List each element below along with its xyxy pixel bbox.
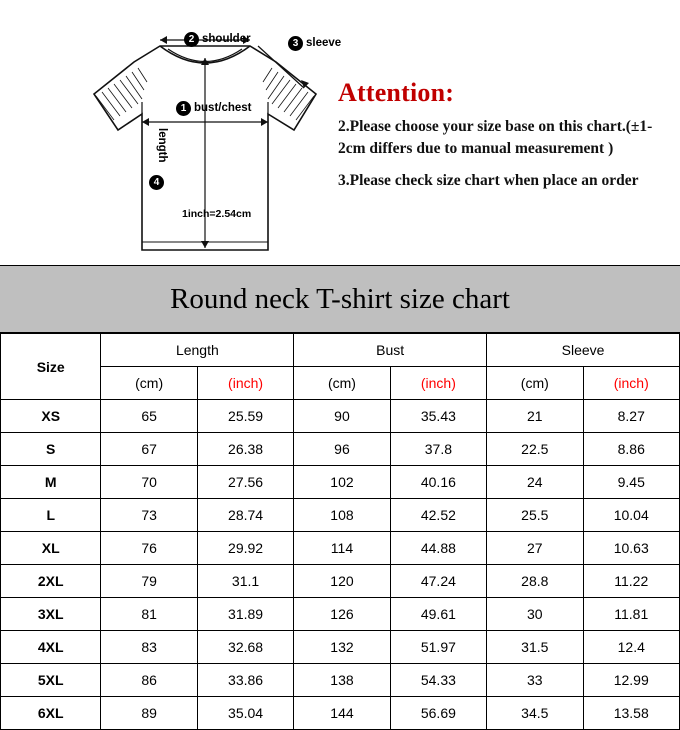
table-row [1,565,680,598]
value-cell: 76 [101,532,197,565]
value-cell: 33 [487,664,583,697]
marker-badge-2: 2 [184,32,199,47]
group-header-row [1,334,680,367]
value-cell: 65 [101,400,197,433]
value-cell: 11.81 [583,598,680,631]
size-label-cell: 2XL [1,565,101,598]
table-row [1,631,680,664]
header-sleeve: Sleeve [487,334,680,367]
value-cell: 96 [294,433,390,466]
value-cell: 37.8 [390,433,486,466]
value-cell: 138 [294,664,390,697]
size-label-cell: XS [1,400,101,433]
value-cell: 27.56 [197,466,293,499]
value-cell: 21 [487,400,583,433]
unit-sleeve-cm: (cm) [487,367,583,400]
marker-label-length: length [156,128,168,163]
size-chart-table [0,333,680,730]
value-cell: 49.61 [390,598,486,631]
value-cell: 8.27 [583,400,680,433]
marker-label-bust: bust/chest [194,102,252,114]
table-row [1,532,680,565]
value-cell: 73 [101,499,197,532]
unit-sleeve-inch: (inch) [583,367,680,400]
marker-label-sleeve: sleeve [306,37,342,49]
value-cell: 27 [487,532,583,565]
value-cell: 144 [294,697,390,730]
value-cell: 51.97 [390,631,486,664]
inch-conversion-note: 1inch=2.54cm [182,208,252,220]
value-cell: 102 [294,466,390,499]
table-row [1,466,680,499]
value-cell: 108 [294,499,390,532]
value-cell: 67 [101,433,197,466]
unit-header-row [1,367,680,400]
value-cell: 34.5 [487,697,583,730]
value-cell: 31.1 [197,565,293,598]
value-cell: 40.16 [390,466,486,499]
value-cell: 126 [294,598,390,631]
chart-title-bar [0,265,680,333]
table-row [1,433,680,466]
value-cell: 26.38 [197,433,293,466]
value-cell: 30 [487,598,583,631]
size-label-cell: XL [1,532,101,565]
value-cell: 32.68 [197,631,293,664]
header-size: Size [1,334,101,400]
value-cell: 70 [101,466,197,499]
marker-badge-3: 3 [288,36,303,51]
value-cell: 8.86 [583,433,680,466]
value-cell: 54.33 [390,664,486,697]
table-row [1,697,680,730]
header-length: Length [101,334,294,367]
table-row [1,664,680,697]
unit-bust-cm: (cm) [294,367,390,400]
value-cell: 13.58 [583,697,680,730]
value-cell: 31.5 [487,631,583,664]
illustration-section [0,0,680,265]
value-cell: 132 [294,631,390,664]
value-cell: 120 [294,565,390,598]
size-label-cell: 4XL [1,631,101,664]
value-cell: 12.4 [583,631,680,664]
attention-block [338,78,676,202]
table-head [1,334,680,400]
value-cell: 10.04 [583,499,680,532]
value-cell: 35.43 [390,400,486,433]
value-cell: 25.5 [487,499,583,532]
value-cell: 79 [101,565,197,598]
value-cell: 47.24 [390,565,486,598]
attention-line-1: 2.Please choose your size base on this chart.(±1-2cm differs due to manual measurement ) [338,118,653,157]
value-cell: 29.92 [197,532,293,565]
value-cell: 25.59 [197,400,293,433]
tshirt-outline-icon [72,18,332,263]
header-bust: Bust [294,334,487,367]
value-cell: 81 [101,598,197,631]
chart-title: Round neck T-shirt size chart [170,282,510,315]
value-cell: 35.04 [197,697,293,730]
size-label-cell: M [1,466,101,499]
size-label-cell: S [1,433,101,466]
attention-line-2: 3.Please check size chart when place an order [338,172,639,189]
table-row [1,598,680,631]
value-cell: 114 [294,532,390,565]
value-cell: 11.22 [583,565,680,598]
value-cell: 9.45 [583,466,680,499]
table-row [1,499,680,532]
value-cell: 33.86 [197,664,293,697]
value-cell: 28.74 [197,499,293,532]
size-label-cell: 3XL [1,598,101,631]
size-label-cell: 5XL [1,664,101,697]
value-cell: 86 [101,664,197,697]
value-cell: 31.89 [197,598,293,631]
value-cell: 83 [101,631,197,664]
unit-length-cm: (cm) [101,367,197,400]
value-cell: 12.99 [583,664,680,697]
value-cell: 28.8 [487,565,583,598]
value-cell: 56.69 [390,697,486,730]
value-cell: 22.5 [487,433,583,466]
marker-badge-1: 1 [176,101,191,116]
size-label-cell: 6XL [1,697,101,730]
value-cell: 44.88 [390,532,486,565]
unit-length-inch: (inch) [197,367,293,400]
table-body [1,400,680,730]
value-cell: 10.63 [583,532,680,565]
value-cell: 42.52 [390,499,486,532]
unit-bust-inch: (inch) [390,367,486,400]
marker-label-shoulder: shoulder [202,33,251,45]
tshirt-diagram [72,18,342,263]
value-cell: 90 [294,400,390,433]
size-label-cell: L [1,499,101,532]
attention-title: Attention: [338,78,455,107]
marker-badge-4: 4 [149,175,164,190]
value-cell: 24 [487,466,583,499]
table-row [1,400,680,433]
value-cell: 89 [101,697,197,730]
